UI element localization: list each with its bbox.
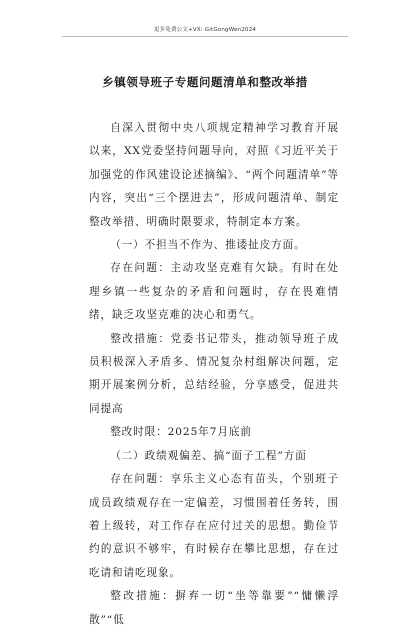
deadline-paragraph-1: 整改时限：2025年7月底前 [110, 426, 252, 439]
document-body [89, 117, 339, 632]
section-heading-2: （二）政绩观偏差、搞“面子工程”方面 [110, 449, 307, 462]
problem-paragraph-1: 存在问题：主动攻坚克难有欠缺。有时在处理乡镇一些复杂的矛盾和问题时，存在畏难情绪，缺乏攻坚克难的决心和勇气。 [89, 262, 339, 322]
intro-paragraph: 自深入贯彻中央八项规定精神学习教育开展以来，XX党委坚持问题导向，对照《习近平关于加强党的作风建设论述摘编》、“两个问题清单”等内容，突出“三个摆进去”，形成问题清单、制定整改举措、明确时限要求，特制定本方案。 [89, 122, 339, 228]
section-heading-1: （一）不担当不作为、推诿扯皮方面。 [110, 239, 306, 252]
measure-paragraph-1: 整改措施：党委书记带头，推动领导班子成员积极深入矛盾多、情况复杂村组解决问题，定期开展案例分析，总结经验，分享感受，促进共同提高 [89, 332, 339, 415]
problem-paragraph-2: 存在问题：享乐主义心态有苗头，个别班子成员政绩观存在一定偏差，习惯围着任务转，围着上级转，对工作存在应付过关的思想。勤俭节约的意识不够牢，有时候存在攀比思想，存在过吃请和请吃现象。 [89, 473, 339, 579]
document-title: 乡镇领导班子专题问题清单和整改举措 [102, 75, 308, 89]
header-divider [62, 36, 348, 37]
measure-paragraph-2: 整改措施：摒弃一切“坐等靠要”“慵懒浮散”“低 [89, 590, 339, 626]
header-note: 更多免费公文+VX: GitGongWen2024 [153, 27, 257, 33]
